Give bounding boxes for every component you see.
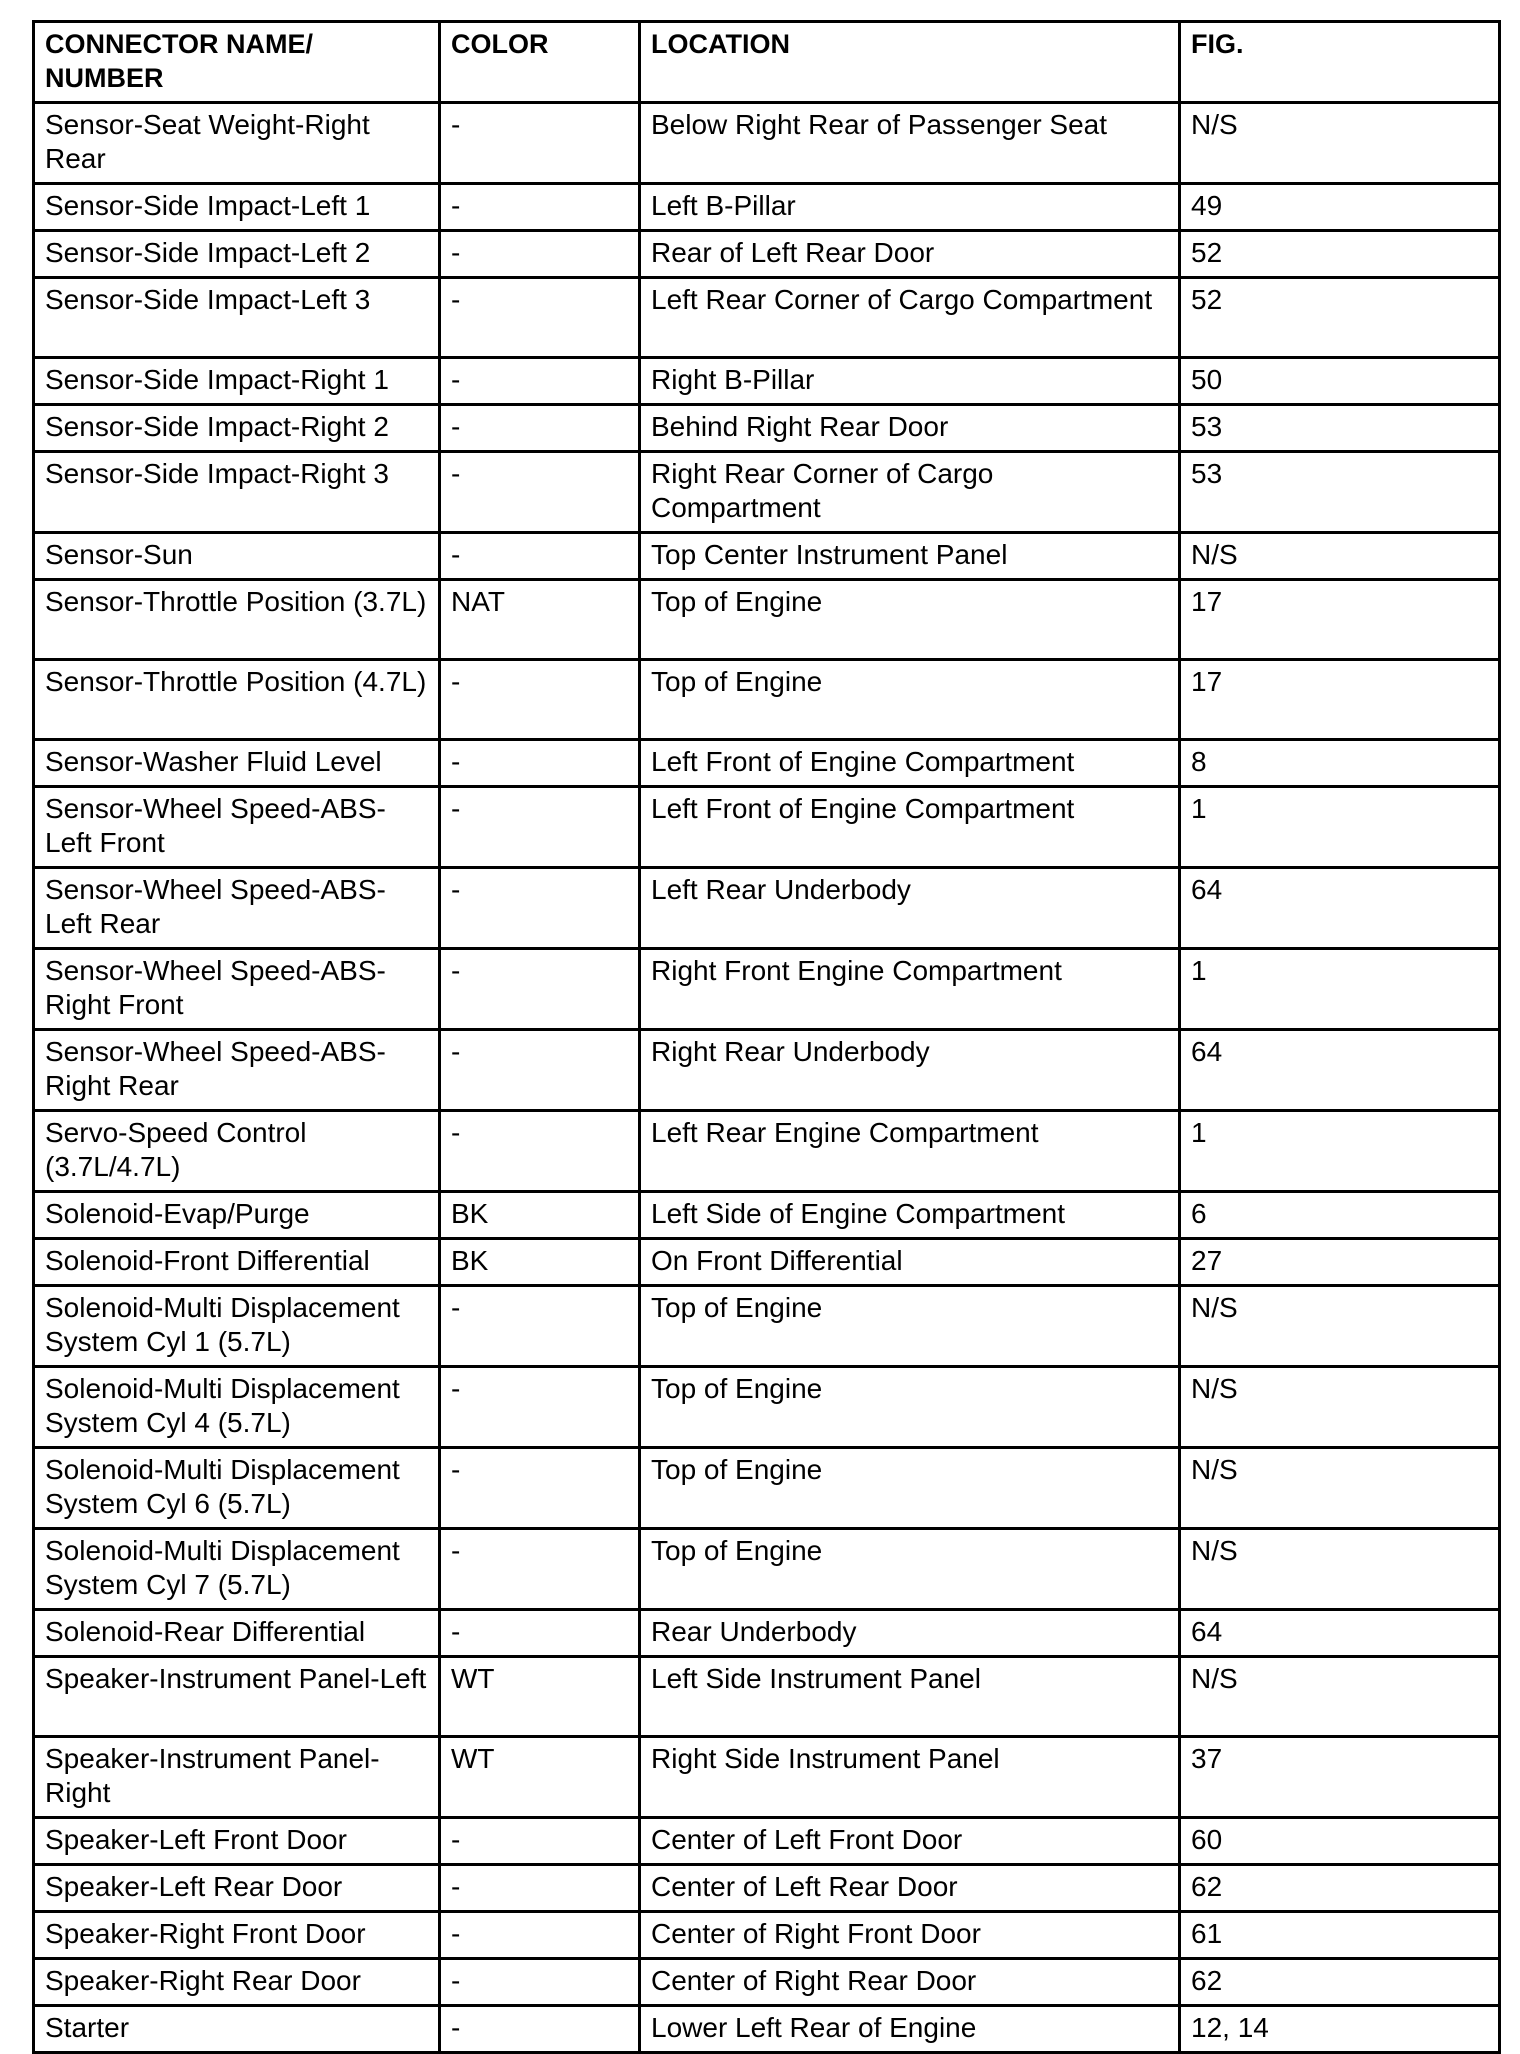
header-location: LOCATION [640,22,1180,103]
cell-connector-name: Sensor-Side Impact-Right 1 [34,358,440,405]
cell-location: Left Side of Engine Compartment [640,1192,1180,1239]
table-row [34,1657,1500,1737]
cell-connector-name: Speaker-Instrument Panel-Right [34,1737,440,1818]
table-row [34,1111,1500,1192]
table-row [34,1912,1500,1959]
table-row [34,1286,1500,1367]
cell-fig: 37 [1180,1737,1500,1818]
cell-location: Rear Underbody [640,1610,1180,1657]
cell-fig: 53 [1180,405,1500,452]
cell-connector-name: Solenoid-Multi Displacement System Cyl 7 (5.7L) [34,1529,440,1610]
cell-color: - [440,184,640,231]
table-row [34,2006,1500,2053]
cell-fig: 1 [1180,1111,1500,1192]
cell-fig: 1 [1180,949,1500,1030]
cell-connector-name: Solenoid-Evap/Purge [34,1192,440,1239]
cell-color: - [440,660,640,740]
table-row [34,1865,1500,1912]
cell-connector-name: Speaker-Right Rear Door [34,1959,440,2006]
cell-color: - [440,2006,640,2053]
cell-color: - [440,1111,640,1192]
connector-location-table [32,20,1501,2054]
cell-location: Top Center Instrument Panel [640,533,1180,580]
cell-color: - [440,533,640,580]
cell-location: Right Rear Corner of Cargo Compartment [640,452,1180,533]
cell-color: - [440,740,640,787]
cell-location: Left Rear Corner of Cargo Compartment [640,278,1180,358]
cell-color: - [440,405,640,452]
cell-color: - [440,1529,640,1610]
cell-connector-name: Servo-Speed Control (3.7L/4.7L) [34,1111,440,1192]
cell-connector-name: Solenoid-Front Differential [34,1239,440,1286]
header-connector-name: CONNECTOR NAME/ NUMBER [34,22,440,103]
table-row [34,949,1500,1030]
table-row [34,1239,1500,1286]
cell-fig: 50 [1180,358,1500,405]
cell-color: WT [440,1737,640,1818]
cell-color: - [440,1030,640,1111]
cell-connector-name: Sensor-Wheel Speed-ABS-Right Front [34,949,440,1030]
table-row [34,452,1500,533]
cell-connector-name: Sensor-Side Impact-Left 3 [34,278,440,358]
cell-connector-name: Solenoid-Rear Differential [34,1610,440,1657]
table-row [34,358,1500,405]
cell-fig: 52 [1180,231,1500,278]
cell-connector-name: Speaker-Left Front Door [34,1818,440,1865]
cell-connector-name: Sensor-Side Impact-Right 3 [34,452,440,533]
cell-location: Center of Right Front Door [640,1912,1180,1959]
cell-location: Left Front of Engine Compartment [640,787,1180,868]
cell-location: Right Front Engine Compartment [640,949,1180,1030]
cell-connector-name: Sensor-Wheel Speed-ABS-Right Rear [34,1030,440,1111]
table-row [34,1448,1500,1529]
cell-color: - [440,278,640,358]
table-row [34,278,1500,358]
cell-fig: N/S [1180,103,1500,184]
table-row [34,1030,1500,1111]
cell-connector-name: Speaker-Instrument Panel-Left [34,1657,440,1737]
cell-fig: N/S [1180,1448,1500,1529]
cell-fig: 62 [1180,1865,1500,1912]
cell-location: Top of Engine [640,1448,1180,1529]
cell-connector-name: Sensor-Side Impact-Right 2 [34,405,440,452]
cell-location: Behind Right Rear Door [640,405,1180,452]
cell-fig: 8 [1180,740,1500,787]
table-header-row [34,22,1500,103]
cell-fig: 62 [1180,1959,1500,2006]
cell-color: - [440,452,640,533]
cell-color: - [440,868,640,949]
cell-color: - [440,787,640,868]
cell-color: - [440,949,640,1030]
cell-color: - [440,358,640,405]
cell-fig: N/S [1180,1286,1500,1367]
table-row [34,1192,1500,1239]
cell-color: - [440,1865,640,1912]
cell-fig: 12, 14 [1180,2006,1500,2053]
cell-color: - [440,103,640,184]
cell-location: Right Side Instrument Panel [640,1737,1180,1818]
cell-connector-name: Sensor-Washer Fluid Level [34,740,440,787]
cell-fig: 49 [1180,184,1500,231]
cell-connector-name: Speaker-Right Front Door [34,1912,440,1959]
cell-location: Top of Engine [640,660,1180,740]
cell-location: Below Right Rear of Passenger Seat [640,103,1180,184]
table-row [34,787,1500,868]
cell-fig: 6 [1180,1192,1500,1239]
cell-location: Left B-Pillar [640,184,1180,231]
header-color: COLOR [440,22,640,103]
cell-fig: 53 [1180,452,1500,533]
table-row [34,1959,1500,2006]
table-row [34,405,1500,452]
cell-location: On Front Differential [640,1239,1180,1286]
table-row [34,231,1500,278]
cell-fig: 17 [1180,660,1500,740]
cell-fig: 60 [1180,1818,1500,1865]
cell-fig: N/S [1180,1367,1500,1448]
cell-fig: 27 [1180,1239,1500,1286]
header-fig: FIG. [1180,22,1500,103]
cell-location: Top of Engine [640,580,1180,660]
cell-location: Center of Left Front Door [640,1818,1180,1865]
cell-fig: 52 [1180,278,1500,358]
cell-color: - [440,1286,640,1367]
connector-table-container [32,20,1498,2054]
cell-connector-name: Sensor-Side Impact-Left 1 [34,184,440,231]
cell-location: Left Front of Engine Compartment [640,740,1180,787]
cell-connector-name: Sensor-Throttle Position (3.7L) [34,580,440,660]
cell-location: Rear of Left Rear Door [640,231,1180,278]
cell-location: Top of Engine [640,1529,1180,1610]
cell-fig: 1 [1180,787,1500,868]
cell-connector-name: Speaker-Left Rear Door [34,1865,440,1912]
cell-color: - [440,231,640,278]
cell-connector-name: Sensor-Wheel Speed-ABS-Left Rear [34,868,440,949]
cell-color: - [440,1610,640,1657]
cell-fig: 64 [1180,1030,1500,1111]
cell-fig: 17 [1180,580,1500,660]
cell-color: NAT [440,580,640,660]
cell-color: - [440,1959,640,2006]
cell-connector-name: Solenoid-Multi Displacement System Cyl 1 (5.7L) [34,1286,440,1367]
cell-location: Right B-Pillar [640,358,1180,405]
cell-color: - [440,1818,640,1865]
cell-fig: N/S [1180,533,1500,580]
cell-connector-name: Sensor-Side Impact-Left 2 [34,231,440,278]
table-row [34,1818,1500,1865]
cell-connector-name: Sensor-Seat Weight-Right Rear [34,103,440,184]
table-row [34,103,1500,184]
cell-connector-name: Starter [34,2006,440,2053]
cell-connector-name: Sensor-Throttle Position (4.7L) [34,660,440,740]
cell-fig: N/S [1180,1529,1500,1610]
cell-fig: 61 [1180,1912,1500,1959]
cell-connector-name: Solenoid-Multi Displacement System Cyl 4 (5.7L) [34,1367,440,1448]
cell-location: Top of Engine [640,1286,1180,1367]
cell-color: BK [440,1192,640,1239]
table-row [34,533,1500,580]
table-row [34,868,1500,949]
cell-fig: N/S [1180,1657,1500,1737]
cell-connector-name: Solenoid-Multi Displacement System Cyl 6 (5.7L) [34,1448,440,1529]
cell-connector-name: Sensor-Wheel Speed-ABS-Left Front [34,787,440,868]
cell-fig: 64 [1180,868,1500,949]
table-row [34,1610,1500,1657]
cell-fig: 64 [1180,1610,1500,1657]
cell-color: BK [440,1239,640,1286]
cell-color: - [440,1367,640,1448]
cell-location: Center of Right Rear Door [640,1959,1180,2006]
cell-connector-name: Sensor-Sun [34,533,440,580]
cell-location: Right Rear Underbody [640,1030,1180,1111]
table-row [34,184,1500,231]
table-row [34,740,1500,787]
cell-location: Top of Engine [640,1367,1180,1448]
table-row [34,660,1500,740]
table-row [34,1737,1500,1818]
table-row [34,1529,1500,1610]
cell-color: WT [440,1657,640,1737]
cell-location: Left Rear Underbody [640,868,1180,949]
table-row [34,580,1500,660]
table-row [34,1367,1500,1448]
cell-location: Left Rear Engine Compartment [640,1111,1180,1192]
cell-color: - [440,1912,640,1959]
cell-location: Center of Left Rear Door [640,1865,1180,1912]
cell-location: Left Side Instrument Panel [640,1657,1180,1737]
cell-location: Lower Left Rear of Engine [640,2006,1180,2053]
cell-color: - [440,1448,640,1529]
